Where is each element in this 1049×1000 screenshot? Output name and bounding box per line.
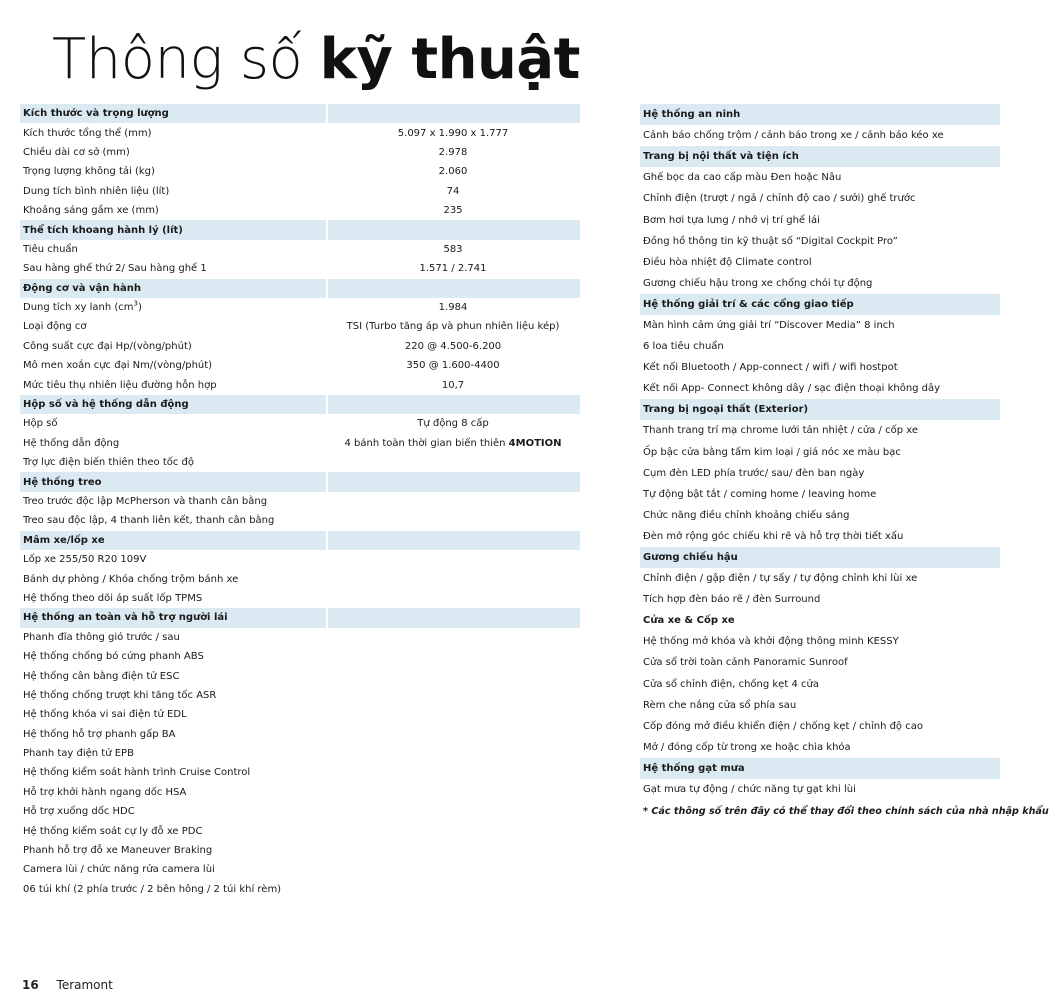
spec-label-tail: ) xyxy=(138,302,142,314)
feature-row xyxy=(640,463,1000,484)
spec-value-text: TSI (Turbo tăng áp và phun nhiên liệu kép) xyxy=(346,321,560,333)
feature-row xyxy=(640,779,1000,800)
spec-label-text: Hệ thống hỗ trợ phanh gấp BA xyxy=(23,728,176,740)
spec-label-text: Công suất cực đại Hp/(vòng/phút) xyxy=(23,340,192,352)
feature-row xyxy=(640,484,1000,505)
spec-value-text: 74 xyxy=(446,185,460,197)
feature-row xyxy=(640,357,1000,378)
feature-row xyxy=(640,252,1000,273)
feature-row xyxy=(640,631,1000,652)
spec-label xyxy=(20,263,326,274)
spec-row xyxy=(20,666,580,685)
spec-row xyxy=(20,763,580,782)
feature-row xyxy=(640,526,1000,547)
spec-label xyxy=(20,826,326,837)
section-title: Gương chiếu hậu xyxy=(643,552,738,564)
feature-row xyxy=(640,188,1000,209)
spec-label-text: Dung tích xy lanh (cm xyxy=(23,302,134,314)
spec-label-sup: 3 xyxy=(133,299,139,308)
spec-label-text: Hệ thống cân bằng điện tử ESC xyxy=(23,670,180,682)
feature-row xyxy=(640,674,1000,695)
section-title xyxy=(20,225,326,236)
spec-value-text: 2.060 xyxy=(438,166,468,178)
feature-row xyxy=(640,231,1000,252)
spec-label xyxy=(20,128,326,139)
spec-value xyxy=(326,438,580,449)
spec-value-text: 220 @ 4.500-6.200 xyxy=(404,340,502,352)
spec-value-text: 5.097 x 1.990 x 1.777 xyxy=(397,127,509,139)
left-spec-table xyxy=(20,104,580,899)
feature-label: Tích hợp đèn báo rẽ / đèn Surround xyxy=(643,594,821,606)
section-header xyxy=(640,758,1000,779)
spec-row xyxy=(20,511,580,530)
spec-row xyxy=(20,182,580,201)
feature-label: Đèn mở rộng góc chiếu khi rẽ và hỗ trợ thời tiết xấu xyxy=(643,530,904,542)
section-header xyxy=(640,294,1000,315)
feature-label: Gương chiếu hậu trong xe chống chói tự động xyxy=(643,277,873,289)
spec-value xyxy=(326,302,580,313)
spec-row xyxy=(20,860,580,879)
spec-label xyxy=(20,166,326,177)
section-header xyxy=(640,399,1000,420)
spec-label xyxy=(20,787,326,798)
spec-row xyxy=(20,589,580,608)
spec-label-text: Hỗ trợ xuống dốc HDC xyxy=(23,806,135,818)
spec-value-bold: 4MOTION xyxy=(508,437,562,449)
section-title xyxy=(20,399,326,410)
spec-row xyxy=(20,492,580,511)
spec-row xyxy=(20,569,580,588)
feature-label: Mở / đóng cốp từ trong xe hoặc chìa khóa xyxy=(643,741,851,753)
feature-label: Chức năng điều chỉnh khoảng chiếu sáng xyxy=(643,509,850,521)
feature-label: 6 loa tiêu chuẩn xyxy=(643,341,724,353)
spec-label-text: 06 túi khí (2 phía trước / 2 bên hông / 2 túi khí rèm) xyxy=(23,883,282,895)
spec-value-text: 350 @ 1.600-4400 xyxy=(406,360,500,372)
spec-label-text: Động cơ và vận hành xyxy=(23,282,142,294)
spec-row xyxy=(20,880,580,899)
feature-label: Màn hình cảm ứng giải trí “Discover Media” 8 inch xyxy=(643,319,895,331)
feature-label: Cảnh báo chống trộm / cảnh báo trong xe / cảnh báo kéo xe xyxy=(643,130,944,142)
feature-label: Gạt mưa tự động / chức năng tự gạt khi lùi xyxy=(643,784,856,796)
spec-label-text: Dung tích bình nhiên liệu (lít) xyxy=(23,185,170,197)
disclaimer-note: * Các thông số trên đây có thể thay đổi theo chính sách của nhà nhập khẩu xyxy=(643,805,1049,817)
spec-label-text: Kích thước tổng thể (mm) xyxy=(23,127,152,139)
page-title-light: Thông số xyxy=(52,27,320,92)
spec-label-text: Hệ thống khóa vi sai điện tử EDL xyxy=(23,709,187,721)
spec-label xyxy=(20,748,326,759)
section-header xyxy=(20,608,580,627)
spec-label xyxy=(20,341,326,352)
spec-value-text: 235 xyxy=(443,205,463,217)
spec-label xyxy=(20,418,326,429)
spec-label xyxy=(20,360,326,371)
section-header xyxy=(20,279,580,298)
spec-row xyxy=(20,841,580,860)
spec-label-text: Hệ thống an toàn và hỗ trợ người lái xyxy=(23,612,228,624)
section-header xyxy=(20,395,580,414)
spec-value xyxy=(326,147,580,158)
spec-row xyxy=(20,162,580,181)
spec-label-text: Hệ thống kiểm soát cự ly đỗ xe PDC xyxy=(23,825,203,837)
spec-row xyxy=(20,298,580,317)
spec-row xyxy=(20,201,580,220)
section-title xyxy=(20,612,326,623)
spec-label-text: Khoảng sáng gầm xe (mm) xyxy=(23,205,159,217)
feature-row xyxy=(640,209,1000,230)
section-title xyxy=(20,283,326,294)
spec-label xyxy=(20,729,326,740)
spec-label-text: Bánh dự phòng / Khóa chống trộm bánh xe xyxy=(23,573,239,585)
spec-label-text: Hệ thống kiểm soát hành trình Cruise Control xyxy=(23,767,251,779)
spec-label xyxy=(20,438,326,449)
feature-row xyxy=(640,737,1000,758)
section-title xyxy=(20,477,326,488)
spec-label xyxy=(20,864,326,875)
section-header xyxy=(20,472,580,491)
spec-label xyxy=(20,574,326,585)
spec-label-text: Hệ thống chống bó cứng phanh ABS xyxy=(23,651,204,663)
feature-row xyxy=(640,716,1000,737)
spec-label xyxy=(20,244,326,255)
spec-label xyxy=(20,671,326,682)
section-header xyxy=(640,610,1000,631)
feature-label: Chỉnh điện (trượt / ngả / chỉnh độ cao / sưởi) ghế trước xyxy=(643,193,916,205)
spec-row xyxy=(20,550,580,569)
spec-label-text: Phanh tay điện tử EPB xyxy=(23,748,134,760)
feature-row xyxy=(640,568,1000,589)
spec-label-text: Hộp số và hệ thống dẫn động xyxy=(23,399,189,411)
feature-label: Điều hòa nhiệt độ Climate control xyxy=(643,256,812,268)
spec-label-text: Mức tiêu thụ nhiên liệu đường hỗn hợp xyxy=(23,379,217,391)
page-footer xyxy=(22,978,113,992)
spec-label xyxy=(20,299,326,314)
spec-label-text: Trọng lượng không tải (kg) xyxy=(23,166,155,178)
feature-label: Thanh trang trí mạ chrome lưới tản nhiệt / cửa / cốp xe xyxy=(643,425,919,437)
spec-label-text: Sau hàng ghế thứ 2/ Sau hàng ghế 1 xyxy=(23,263,207,275)
spec-value-text: 583 xyxy=(443,243,463,255)
feature-label: Bơm hơi tựa lưng / nhớ vị trí ghế lái xyxy=(643,214,820,226)
spec-label xyxy=(20,632,326,643)
feature-label: Cửa sổ trời toàn cảnh Panoramic Sunroof xyxy=(643,657,848,669)
spec-label-text: Camera lùi / chức năng rửa camera lùi xyxy=(23,864,215,876)
spec-label-text: Hệ thống chống trượt khi tăng tốc ASR xyxy=(23,689,217,701)
spec-label-text: Thể tích khoang hành lý (lít) xyxy=(23,224,183,236)
spec-label xyxy=(20,709,326,720)
spec-label xyxy=(20,884,326,895)
spec-value xyxy=(326,128,580,139)
spec-value xyxy=(326,360,580,371)
spec-row xyxy=(20,317,580,336)
spec-label-text: Hỗ trợ khởi hành ngang dốc HSA xyxy=(23,786,187,798)
spec-label xyxy=(20,651,326,662)
spec-row xyxy=(20,123,580,142)
feature-row xyxy=(640,695,1000,716)
spec-label-text: Hệ thống treo xyxy=(23,476,102,488)
feature-label: Ốp bậc cửa bằng tấm kim loại / giá nóc xe màu bạc xyxy=(643,446,901,458)
spec-label-text: Hệ thống dẫn động xyxy=(23,437,120,449)
feature-label: Rèm che nắng cửa sổ phía sau xyxy=(643,699,797,711)
spec-label-text: Mô men xoắn cực đại Nm/(vòng/phút) xyxy=(23,360,213,372)
section-title xyxy=(20,535,326,546)
feature-label: Cốp đóng mở điều khiển điện / chống kẹt / chỉnh độ cao xyxy=(643,720,923,732)
spec-label-text: Phanh đĩa thông gió trước / sau xyxy=(23,631,180,643)
spec-value-text: 4 bánh toàn thời gian biến thiên xyxy=(344,437,509,449)
spec-label xyxy=(20,205,326,216)
spec-row xyxy=(20,356,580,375)
spec-label-text: Chiều dài cơ sở (mm) xyxy=(23,146,130,158)
section-title: Hệ thống giải trí & các cổng giao tiếp xyxy=(643,298,854,310)
section-title xyxy=(20,108,326,119)
spec-label-text: Hộp số xyxy=(23,418,58,430)
spec-row xyxy=(20,414,580,433)
section-title: Trang bị nội thất và tiện ích xyxy=(643,151,799,163)
spec-label xyxy=(20,593,326,604)
feature-row xyxy=(640,315,1000,336)
spec-label-text: Mâm xe/lốp xe xyxy=(23,534,105,546)
spec-value xyxy=(326,321,580,332)
section-header xyxy=(640,547,1000,568)
spec-label xyxy=(20,806,326,817)
spec-value xyxy=(326,380,580,391)
spec-value xyxy=(326,244,580,255)
spec-row xyxy=(20,686,580,705)
spec-value xyxy=(326,205,580,216)
spec-row xyxy=(20,725,580,744)
spec-label xyxy=(20,457,326,468)
feature-label: Cửa sổ chỉnh điện, chống kẹt 4 cửa xyxy=(643,678,819,690)
spec-value xyxy=(326,186,580,197)
right-spec-rows xyxy=(640,104,1000,800)
spec-label xyxy=(20,147,326,158)
feature-row xyxy=(640,652,1000,673)
feature-row xyxy=(640,420,1000,441)
spec-row xyxy=(20,628,580,647)
feature-label: Cụm đèn LED phía trước/ sau/ đèn ban ngày xyxy=(643,467,865,479)
spec-value-text: Tự động 8 cấp xyxy=(417,418,489,430)
spec-label-text: Treo trước độc lập McPherson và thanh cân bằng xyxy=(23,496,268,507)
feature-row xyxy=(640,589,1000,610)
spec-value xyxy=(326,166,580,177)
spec-row xyxy=(20,821,580,840)
spec-row xyxy=(20,240,580,259)
spec-label-text: Trợ lực điện biến thiên theo tốc độ xyxy=(23,457,195,469)
feature-row xyxy=(640,167,1000,188)
spec-row xyxy=(20,802,580,821)
spec-row xyxy=(20,744,580,763)
spec-label xyxy=(20,496,326,507)
feature-row xyxy=(640,125,1000,146)
spec-row xyxy=(20,337,580,356)
section-header xyxy=(20,220,580,239)
section-header xyxy=(20,531,580,550)
spec-row xyxy=(20,453,580,472)
section-header xyxy=(640,146,1000,167)
spec-label-text: Treo sau độc lập, 4 thanh liên kết, thanh cân bằng xyxy=(23,515,275,527)
spec-label xyxy=(20,515,326,526)
spec-label xyxy=(20,690,326,701)
spec-row xyxy=(20,705,580,724)
feature-row xyxy=(640,505,1000,526)
feature-row xyxy=(640,336,1000,357)
model-name: Teramont xyxy=(56,978,113,992)
section-header xyxy=(20,104,580,123)
feature-label: Kết nối App- Connect không dây / sạc điện thoại không dây xyxy=(643,383,941,395)
spec-label-text: Phanh hỗ trợ đỗ xe Maneuver Braking xyxy=(23,845,213,857)
spec-row xyxy=(20,647,580,666)
section-title: Hệ thống an ninh xyxy=(643,109,741,121)
spec-row xyxy=(20,783,580,802)
feature-label: Ghế bọc da cao cấp màu Đen hoặc Nâu xyxy=(643,172,842,184)
feature-label: Hệ thống mở khóa và khởi động thông minh KESSY xyxy=(643,636,899,648)
spec-label xyxy=(20,380,326,391)
section-header xyxy=(640,104,1000,125)
spec-label xyxy=(20,554,326,565)
feature-label: Chỉnh điện / gập điện / tự sấy / tự động chỉnh khi lùi xe xyxy=(643,573,918,585)
spec-label-text: Tiêu chuẩn xyxy=(23,243,78,255)
spec-label xyxy=(20,767,326,778)
page-number: 16 xyxy=(22,978,39,992)
spec-value-text: 1.571 / 2.741 xyxy=(419,263,487,275)
spec-row xyxy=(20,434,580,453)
feature-label: Kết nối Bluetooth / App-connect / wifi / wifi hostpot xyxy=(643,362,898,374)
spec-label xyxy=(20,186,326,197)
spec-value xyxy=(326,418,580,429)
spec-row xyxy=(20,375,580,394)
spec-label-text: Hệ thống theo dõi áp suất lốp TPMS xyxy=(23,592,203,604)
feature-row xyxy=(640,273,1000,294)
page-title xyxy=(52,24,580,96)
spec-row xyxy=(20,143,580,162)
right-spec-table xyxy=(640,104,1049,822)
feature-row xyxy=(640,442,1000,463)
section-title: Cửa xe & Cốp xe xyxy=(643,615,735,627)
spec-label-text: Kích thước và trọng lượng xyxy=(23,108,169,120)
spec-label xyxy=(20,321,326,332)
section-title: Trang bị ngoại thất (Exterior) xyxy=(643,404,809,416)
spec-row xyxy=(20,259,580,278)
spec-value-text: 2.978 xyxy=(438,146,468,158)
feature-label: Đồng hồ thông tin kỹ thuật số “Digital Cockpit Pro” xyxy=(643,235,898,247)
spec-label-text: Lốp xe 255/50 R20 109V xyxy=(23,554,147,566)
feature-label: Tự động bật tắt / coming home / leaving home xyxy=(643,488,877,500)
spec-value-text: 10,7 xyxy=(441,379,465,391)
feature-row xyxy=(640,378,1000,399)
spec-label xyxy=(20,845,326,856)
page-title-bold: kỹ thuật xyxy=(319,27,580,92)
spec-value xyxy=(326,341,580,352)
spec-label-text: Loại động cơ xyxy=(23,321,87,333)
spec-value xyxy=(326,263,580,274)
section-title: Hệ thống gạt mưa xyxy=(643,762,745,774)
spec-value-text: 1.984 xyxy=(438,302,468,314)
